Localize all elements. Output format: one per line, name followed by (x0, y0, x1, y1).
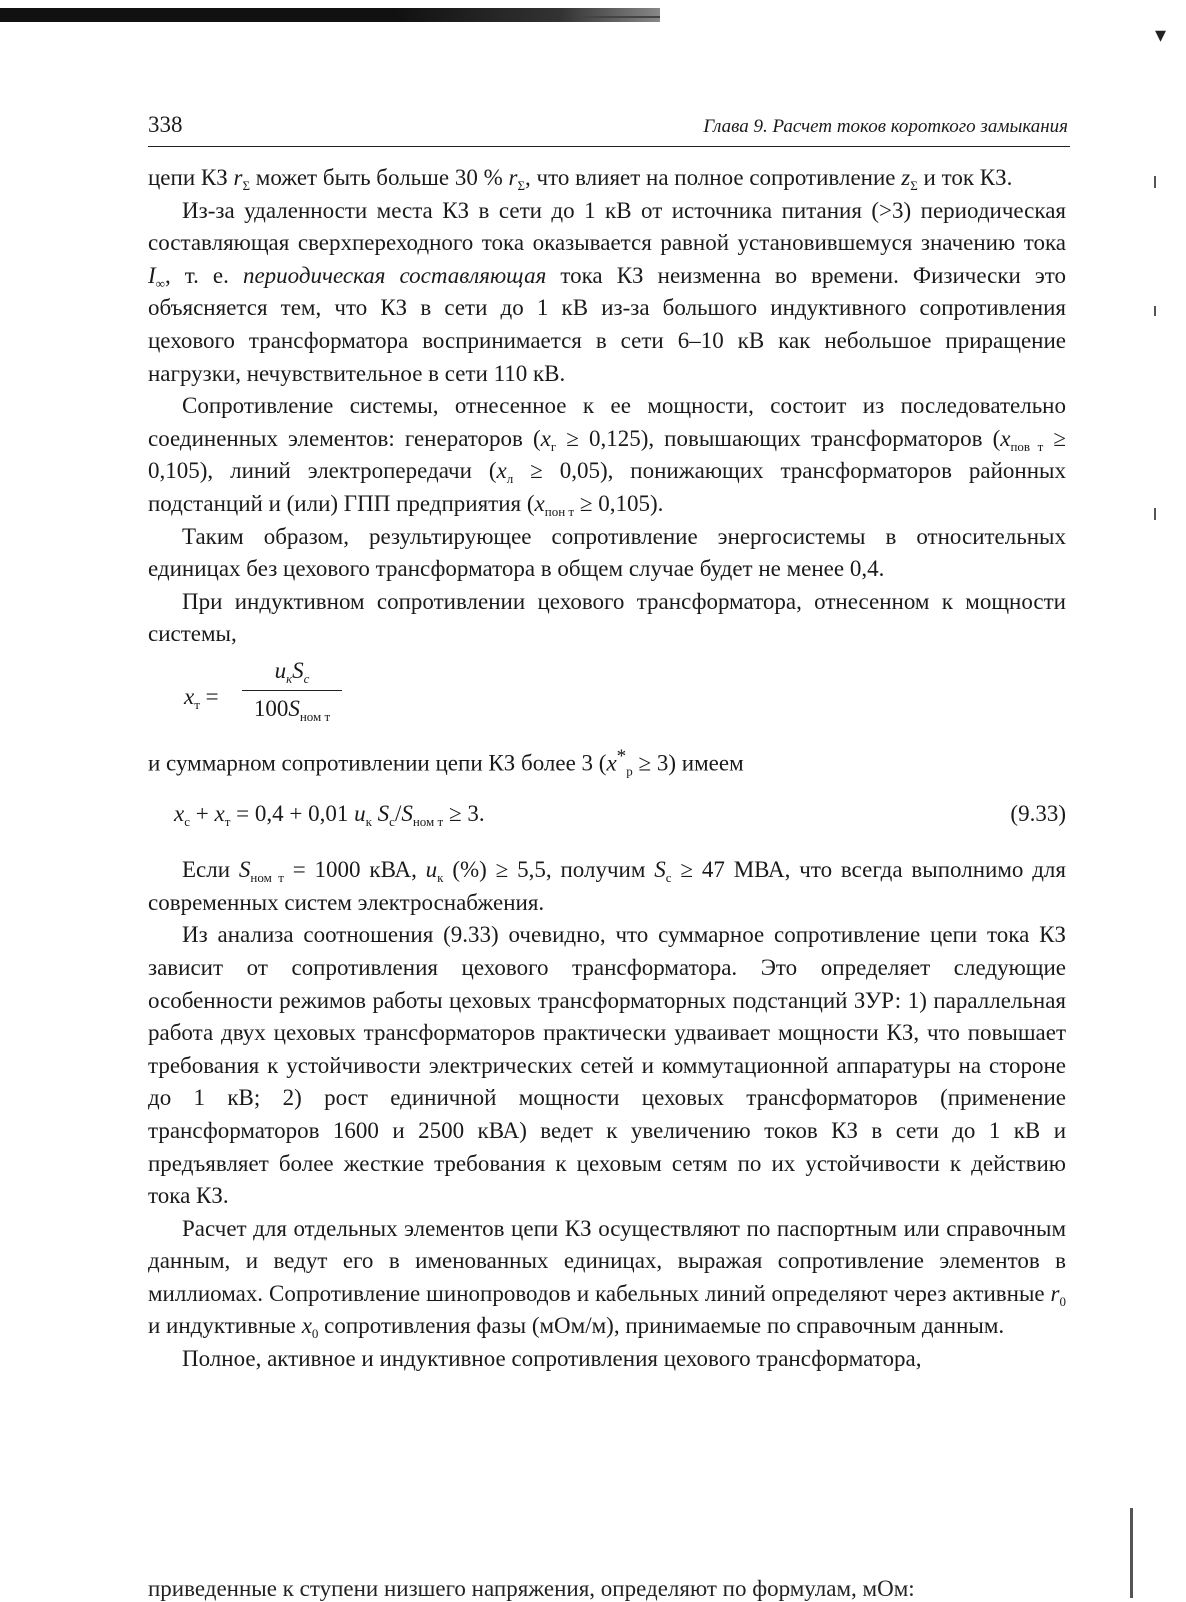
page-body (148, 162, 1066, 1376)
paragraph-1: цепи КЗ $r_\Sigma$ может быть больше 30 % $r_\Sigma$, что влияет на полное сопротивление $z_\Sigma$ и ток КЗ. (148, 165, 1013, 193)
paragraph-6: и суммарном сопротивлении цепи КЗ более 3 $(x^*_р \ge 3)$ имеем (148, 745, 744, 779)
paragraph-9: Расчет для отдельных элементов цепи КЗ осуществляют по паспортным или справочным данным, и ведут его в именованных единицах, выражая сопротивление элементов в миллиомах. Сопротивление шинопроводов и кабельных линий определяют через активные $r_0$ и индуктивные $x_0$ сопротивления фазы (мОм/м), принимаемые по справочным данным. (148, 1215, 1066, 1342)
paragraph-3: Сопротивление системы, отнесенное к ее мощности, состоит из последовательно соединенных элементов: генераторов $(x_г \ge 0,125)$, повышающих трансформаторов $(x_{пов т} \ge 0,105)$, линий электропередачи $(x_л \ge 0,05)$, понижающих трансформаторов районных подстанций и (или) ГПП предприятия $(x_{пон т} \ge 0,105)$. (148, 393, 1066, 519)
page-header (148, 112, 1070, 147)
paragraph-8: Из анализа соотношения (9.33) очевидно, что суммарное сопротивление цепи тока КЗ зависит от сопротивления цехового трансформатора. Это определяет следующие особенности режимов работы цеховых трансформаторных подстанций ЗУР: 1) параллельная работа двух цеховых трансформаторов практически удваивает мощности КЗ, что повышает требования к устойчивости электрических сетей и коммутационной аппаратуры на стороне до 1 кВ; 2) рост единичной мощности цеховых трансформаторов (применение трансформаторов 1600 и 2500 кВА) ведет к увеличению токов КЗ в сети до 1 кВ и предъявляет более жесткие требования к цеховым сетям по их устойчивости к действию тока КЗ. (148, 922, 1066, 1209)
paragraph-5: При индуктивном сопротивлении цехового трансформатора, отнесенном к мощности системы, (148, 588, 1066, 647)
formula-xt: $x_т$ = $u_кS_с$ $100S_{ном т}$ (148, 655, 1066, 741)
paragraph-10: Полное, активное и индуктивное сопротивления цехового трансформатора, (182, 1346, 922, 1372)
margin-mark (1130, 1508, 1133, 1598)
formula-9-33: $x_с + x_т = 0,4 + 0,01$ $u_к$ $S_с/S_{ном т} \ge 3$. (9.33) (148, 798, 1066, 854)
paragraph-4: Таким образом, результирующее сопротивление энергосистемы в относительных единицах без цехового трансформатора в общем случае будет не менее 0,4. (148, 523, 1066, 582)
scan-top-bar (0, 8, 660, 22)
margin-mark (1154, 306, 1156, 316)
margin-mark (1154, 508, 1156, 520)
emphasis-text: периодическая составляющая (242, 262, 547, 288)
paragraph-2: Из-за удаленности места КЗ в сети до 1 кВ от источника питания (>3) периодическая составляющая сверхпереходного тока оказывается равной установившемуся значению тока $I_\infty$, т. е. периодическая составляющая тока КЗ неизменна во времени. Физически это объясняется тем, что КЗ в сети до 1 кВ из-за большого индуктивного сопротивления цехового трансформатора воспринимается в сети 6–10 кВ как небольшое приращение нагрузки, нечувствительное в сети 110 кВ. (148, 197, 1066, 386)
equation-number: (9.33) (1010, 801, 1066, 827)
running-title: Глава 9. Расчет токов короткого замыкания (703, 116, 1068, 137)
paragraph-7: Если $S_{ном т} = 1000$ кВА, $u_к$ (%) ≥ 5,5, получим $S_с \ge 47$ МВА, что всегда выполнимо для современных систем электроснабжения. (148, 857, 1066, 915)
margin-mark (1154, 176, 1156, 188)
scan-top-bar-tail (580, 16, 660, 18)
corner-mark-icon: ▾ (1155, 22, 1167, 47)
cut-off-line: приведенные к ступени низшего напряжения, определяют по формулам, мОм: (148, 1576, 915, 1601)
page-number: 338 (148, 112, 183, 137)
